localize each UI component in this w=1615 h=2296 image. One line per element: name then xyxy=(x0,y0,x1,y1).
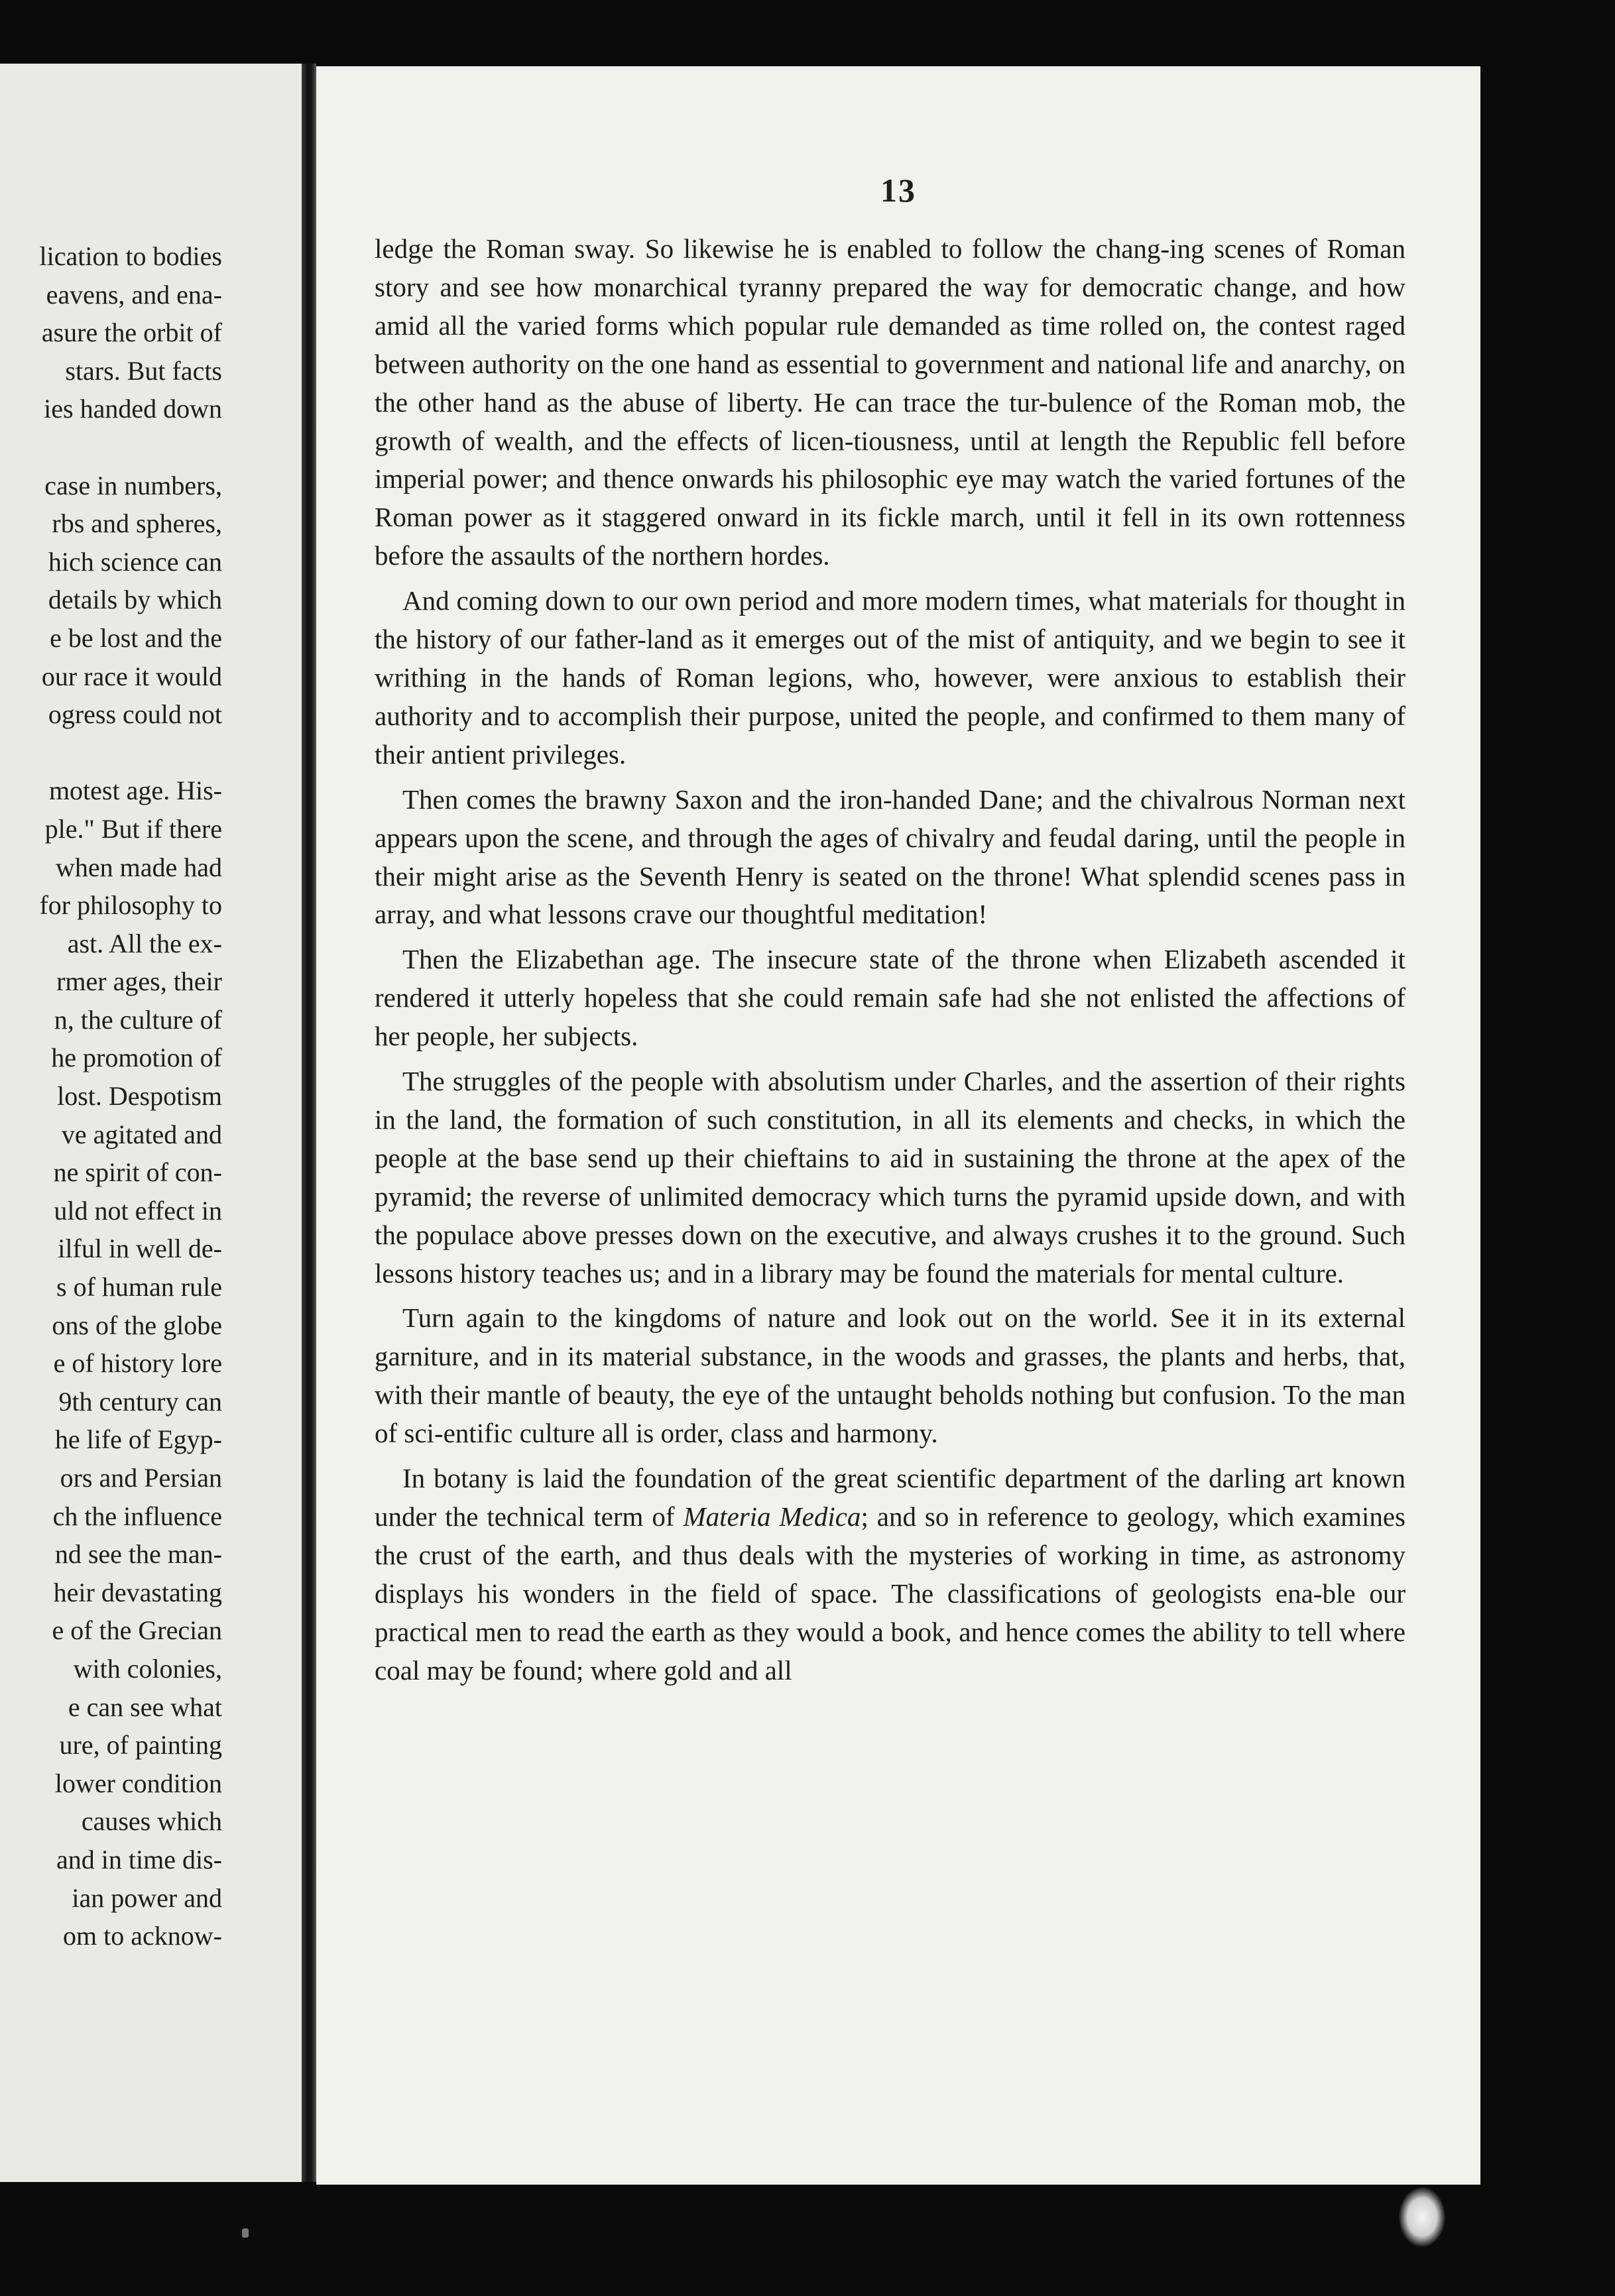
left-page-text xyxy=(0,237,222,1955)
scan-speck xyxy=(242,2228,249,2238)
left-line: om to acknow- xyxy=(63,1921,222,1951)
page-number: 13 xyxy=(880,172,916,209)
page-body xyxy=(375,230,1406,1697)
left-line: eavens, and ena- xyxy=(46,279,222,310)
scan-glare-mark xyxy=(1399,2187,1445,2247)
left-line: stars. But facts xyxy=(65,355,222,386)
left-line: s of human rule xyxy=(56,1272,222,1302)
left-line: e can see what xyxy=(68,1692,222,1722)
left-line: ogress could not xyxy=(48,699,222,730)
left-line: ors and Persian xyxy=(60,1463,222,1493)
left-line: when made had xyxy=(55,852,222,882)
left-line: heir devastating xyxy=(53,1577,222,1607)
paragraph-text: ; and so in reference to geology, which examines the crust of the earth, and thus deals with the mysteries of working in time, as astronomy displays his wonders in the field of space. The classifications of geologists ena-ble our practical men to read the earth as they would a book, and hence comes the ability to tell where coal may be found; where gold and all xyxy=(375,1501,1406,1686)
left-line: e of history lore xyxy=(53,1348,222,1379)
left-line: ilful in well de- xyxy=(58,1234,222,1264)
left-line: ple." But if there xyxy=(44,813,222,844)
left-line: asure the orbit of xyxy=(41,317,222,348)
left-line: rbs and spheres, xyxy=(52,508,222,539)
italic-term: Materia Medica xyxy=(683,1501,861,1532)
right-page xyxy=(316,66,1480,2185)
left-line: details by which xyxy=(48,585,222,615)
left-line: ure, of painting xyxy=(59,1730,222,1760)
paragraph-text: In botany is laid the foundation of the great scientific department of the darling art known under the technical term of xyxy=(375,1463,1406,1532)
left-line: lost. Despotism xyxy=(57,1081,222,1112)
left-line: ies handed down xyxy=(44,394,222,424)
scan-bottom-edge xyxy=(0,2185,1615,2296)
left-line: lower condition xyxy=(54,1768,222,1798)
left-line: ons of the globe xyxy=(52,1310,222,1340)
left-line: 9th century can xyxy=(58,1386,222,1416)
left-line: uld not effect in xyxy=(54,1195,222,1226)
left-line: nd see the man- xyxy=(54,1539,222,1570)
left-line: ne spirit of con- xyxy=(53,1157,222,1188)
left-line: hich science can xyxy=(48,546,222,577)
left-line-gap xyxy=(0,734,222,772)
left-line: and in time dis- xyxy=(56,1844,222,1874)
left-line: for philosophy to xyxy=(39,890,222,921)
left-line: he life of Egyp- xyxy=(54,1424,222,1455)
paragraph: Then the Elizabethan age. The insecure state of the throne when Elizabeth ascended it rendered it utterly hopeless that she could remain safe had she not enlisted the affections of her people, her subjects. xyxy=(375,944,1406,1052)
paragraph: The struggles of the people with absolutism under Charles, and the assertion of their rights in the land, the formation of such constitution, in all its elements and checks, in which the people at the base send up their chieftains to aid in sustaining the throne at the apex of the pyramid; the reverse of unlimited democracy which turns the pyramid upside down, and with the populace above presses down on the executive, and always crushes it to the ground. Such lessons history teaches us; and in a library may be found the materials for mental culture. xyxy=(375,1066,1406,1289)
left-line: ch the influence xyxy=(52,1501,222,1531)
paragraph xyxy=(375,1460,1406,1690)
left-line: rmer ages, their xyxy=(56,966,222,997)
left-line: our race it would xyxy=(41,661,222,691)
left-line: e of the Grecian xyxy=(52,1615,222,1646)
left-page-fragment xyxy=(0,64,302,2182)
left-line: case in numbers, xyxy=(44,470,222,500)
left-line: he promotion of xyxy=(51,1043,222,1073)
left-line: ian power and xyxy=(72,1882,222,1913)
paragraph: Turn again to the kingdoms of nature and look out on the world. See it in its external garniture, and in its material substance, in the woods and grasses, the plants and herbs, that, with their mantle of beauty, the eye of the untaught beholds nothing but confusion. To the man of sci-entific culture all is order, class and harmony. xyxy=(375,1302,1406,1449)
left-line: n, the culture of xyxy=(54,1004,222,1035)
left-line-gap xyxy=(0,428,222,467)
left-line: ve agitated and xyxy=(61,1119,222,1149)
left-line: lication to bodies xyxy=(39,241,222,271)
paragraph: Then comes the brawny Saxon and the iron-handed Dane; and the chivalrous Norman next appears upon the scene, and through the ages of chivalry and feudal daring, until the people in their might arise as the Seventh Henry is seated on the throne! What splendid scenes pass in array, and what lessons crave our thoughtful meditation! xyxy=(375,783,1406,930)
left-line: motest age. His- xyxy=(48,775,222,806)
left-line: with colonies, xyxy=(73,1653,222,1684)
paragraph: ledge the Roman sway. So likewise he is enabled to follow the chang-ing scenes of Roman story and see how monarchical tyranny prepared the way for democratic change, and how amid all the varied forms which popular rule demanded as time rolled on, the contest raged between authority on the one hand as essential to government and national life and anarchy, on the other hand as the abuse of liberty. He can trace the tur-bulence of the Roman mob, the growth of wealth, and the effects of licen-tiousness, until at length the Republic fell before imperial power; and thence onwards his philosophic eye may watch the varied fortunes of the Roman power as it staggered onward in its fickle march, until it fell in its own rottenness before the assaults of the northern hordes. xyxy=(375,233,1406,571)
left-line: causes which xyxy=(81,1806,222,1837)
paragraph: And coming down to our own period and more modern times, what materials for thought in the history of our father-land as it emerges out of the mist of antiquity, and we begin to see it writhing in the hands of Roman legions, who, however, were anxious to establish their authority and to accomplish their purpose, united the people, and confirmed to them many of their antient privileges. xyxy=(375,585,1406,770)
left-line: ast. All the ex- xyxy=(67,928,222,958)
book-gutter xyxy=(302,64,316,2182)
left-line: e be lost and the xyxy=(50,622,222,653)
